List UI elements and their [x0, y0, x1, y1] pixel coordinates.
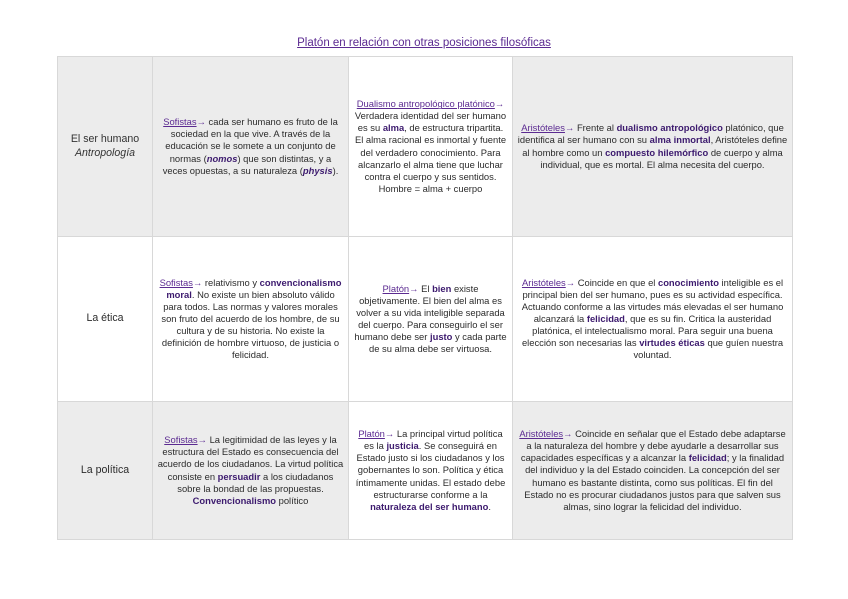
sofistas-link[interactable]: Sofistas	[163, 116, 197, 128]
cell-bold-text: felicidad	[586, 312, 625, 324]
cell-text: a los ciudadanos sobre la bondad de las propuestas.	[177, 470, 334, 494]
cell-text: Coincide en señalar que el Estado debe adaptarse a la naturaleza del hombre y debe ayudarle a desarrollar sus capacidades específicas y a alcanzar la	[520, 428, 786, 464]
cell-bold-text: compuesto hilemórfico	[605, 146, 709, 158]
cell-text: Coincide en que el	[575, 276, 658, 288]
cell-sofistas-etica	[153, 237, 349, 402]
cell-bold-text: bien	[432, 282, 452, 294]
cell-text: La legitimidad de las leyes y la estructura del Estado es consecuencia del acuerdo de los ciudadanos. La virtud política consiste en	[157, 434, 344, 482]
cell-aristoteles-ser-humano	[513, 57, 793, 237]
cell-bold-text: conocimiento	[657, 276, 719, 288]
cell-sofistas-ser-humano	[153, 57, 349, 237]
cell-bold-text: justicia	[386, 440, 419, 452]
cell-sofistas-politica	[153, 402, 349, 540]
cell-text: La principal virtud política es la	[364, 428, 503, 452]
cell-text: ) que son distintas, y a veces opuestas, a su naturaleza (	[162, 152, 332, 176]
cell-text: ; y la finalidad del individuo y la del Estado coinciden. La concepción del ser humano es bastante distinta, como sus políticas. El fin del Estado no es procurar ciudadanos justos para que salven sus almas, sino lograr la felicidad del individuo.	[524, 452, 785, 512]
cell-text: . No existe un bien absoluto válido para todos. Las normas y valores morales son fruto del acuerdo de los hombre, de su cultura y de su historia. No existe la definición de hombre virtuoso, de justicia o felicidad.	[161, 288, 340, 361]
cell-aristoteles-politica	[513, 402, 793, 540]
cell-text: Verdadera identidad del ser humano es su	[354, 110, 507, 134]
row-header-politica	[58, 402, 153, 540]
cell-text: , de estructura tripartita. El alma racional es inmortal y fuente del verdadero conocimiento. Para alcanzarlo el alma tiene que luchar contra el cuerpo y sus sentidos.	[354, 122, 507, 182]
cell-bold-text: alma inmortal	[649, 134, 711, 146]
table-row	[58, 237, 793, 402]
cell-bold-text: convencionalismo moral	[166, 276, 342, 300]
platon-link[interactable]: Platón	[358, 428, 385, 440]
arrow-icon: →	[197, 434, 207, 446]
aristoteles-link[interactable]: Aristóteles	[521, 276, 566, 288]
cell-text: , que es su fin. Critica la austeridad platónica, el intelectualismo moral. Para seguir una buena elección son necesarias las	[521, 312, 773, 349]
arrow-icon: →	[196, 116, 206, 128]
arrow-icon: →	[494, 98, 505, 110]
sofistas-link[interactable]: Sofistas	[159, 276, 193, 288]
cell-platon-politica	[349, 402, 513, 540]
cell-platon-etica	[349, 237, 513, 402]
cell-bold-text: dualismo antropológico	[616, 122, 723, 134]
platon-link[interactable]: Platón	[382, 282, 410, 294]
row-header-label: El ser humano	[70, 132, 140, 145]
sofistas-link[interactable]: Sofistas	[164, 434, 198, 446]
cell-bold-text: physis	[302, 164, 333, 176]
row-header-ser-humano	[58, 57, 153, 237]
cell-text: político	[276, 494, 309, 506]
cell-text: . Se conseguirá en Estado justo si los ciudadanos y los gobernantes lo son. Política y ética íntimamente unidas. El estado debe estructurarse conforme a la	[355, 440, 506, 500]
arrow-icon: →	[384, 428, 395, 440]
cell-text: de cuerpo y alma individual, que es mortal. El alma necesita del cuerpo.	[540, 146, 783, 170]
cell-text: y cada parte de su alma debe ser virtuosa.	[369, 331, 507, 355]
cell-bold-text: alma	[382, 122, 405, 134]
cell-bold-text: nomos	[206, 152, 238, 164]
cell-bold-text: felicidad	[688, 452, 727, 464]
page-title: Platón en relación con otras posiciones filosóficas	[297, 37, 551, 49]
cell-text: .	[488, 500, 491, 512]
aristoteles-link[interactable]: Aristóteles	[521, 122, 565, 134]
arrow-icon: →	[192, 276, 203, 288]
cell-text: que guíen nuestra voluntad.	[633, 337, 784, 361]
cell-bold-text: virtudes éticas	[639, 337, 705, 349]
arrow-icon: →	[564, 122, 575, 134]
row-header-etica	[58, 237, 153, 402]
cell-text: existe objetivamente. El bien del alma es volver a su vida inteligible separada del cuerpo. Para conseguirlo el ser humano debe ser	[354, 282, 505, 343]
cell-bold-text: persuadir	[217, 470, 261, 482]
comparison-table	[57, 56, 793, 540]
cell-bold-text: naturaleza del ser humano	[370, 500, 489, 512]
row-header-label: La ética	[86, 312, 124, 325]
arrow-icon: →	[409, 282, 419, 294]
table-row	[58, 402, 793, 540]
row-header-sublabel: Antropología	[74, 146, 136, 159]
cell-text: ).	[332, 164, 339, 176]
cell-text: Hombre = alma + cuerpo	[378, 182, 483, 194]
arrow-icon: →	[565, 276, 576, 288]
cell-text: , Aristóteles define al hombre como un	[522, 134, 788, 158]
row-header-label: La política	[80, 463, 130, 476]
cell-aristoteles-etica	[513, 237, 793, 402]
cell-text: inteligible es el principal bien del ser humano, pues es su actividad específica. Actuando conforme a las virtudes más elevadas el ser humano alcanzará la	[521, 276, 784, 324]
cell-text: El	[418, 282, 433, 294]
cell-text: Frente al	[574, 122, 617, 134]
cell-text: relativismo y	[202, 276, 260, 288]
cell-text: cada ser humano es fruto de la sociedad en la que vive. A través de la educación se le somete a un conjunto de normas (	[165, 116, 338, 164]
cell-bold-text: Convencionalismo	[192, 494, 277, 506]
table-row	[58, 57, 793, 237]
dualismo-link[interactable]: Dualismo antropológico platónico	[356, 98, 495, 110]
arrow-icon: →	[563, 428, 573, 440]
cell-text: platónico, que identifica al ser humano con su	[517, 122, 784, 146]
cell-bold-text: justo	[429, 331, 453, 343]
aristoteles-link[interactable]: Aristóteles	[519, 428, 564, 440]
cell-platon-ser-humano	[349, 57, 513, 237]
